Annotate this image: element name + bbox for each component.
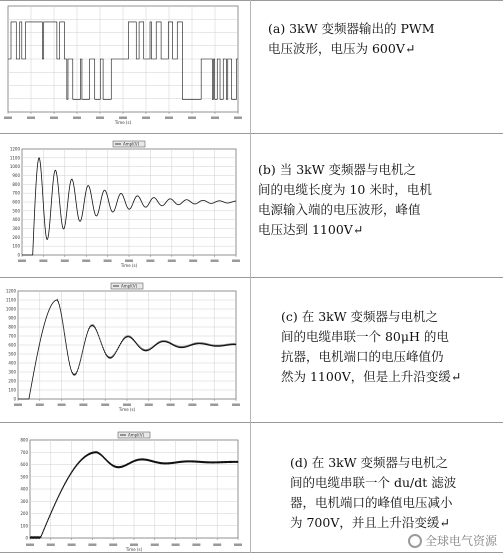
chart-a xyxy=(0,0,250,133)
y-tick-label: 1000 xyxy=(5,306,16,312)
legend-label: Ampl(V) xyxy=(128,432,145,438)
watermark xyxy=(408,532,497,549)
caption-line: 然为 1100V，但是上升沿变缓↵ xyxy=(281,369,462,384)
x-tick-label-mark xyxy=(142,117,150,120)
watermark-logo-icon xyxy=(408,534,422,548)
legend-label: Ampl(V) xyxy=(121,283,138,289)
chart-panel-c xyxy=(0,277,250,422)
chart-panel-a xyxy=(0,0,250,133)
y-tick-label: 700 xyxy=(8,333,16,339)
x-tick-label-mark xyxy=(73,117,81,120)
chart-panel-d xyxy=(0,422,250,552)
caption-line: 电压波形，电压为 600V↵ xyxy=(268,41,416,56)
caption-line: (b) 当 3kW 变频器与电机之 xyxy=(258,162,417,177)
y-tick-label: 200 xyxy=(8,378,16,384)
y-tick-label: 500 xyxy=(12,208,20,214)
chart-d xyxy=(0,422,250,552)
x-tick-label-mark xyxy=(168,260,176,263)
x-tick-label-mark xyxy=(39,260,47,263)
caption-line: 间的电缆串联一个 du/dt 滤波 xyxy=(290,475,457,490)
y-tick-label: 400 xyxy=(20,486,28,492)
y-tick-label: 0 xyxy=(17,252,20,258)
caption-line: (a) 3kW 变频器输出的 PWM xyxy=(268,21,435,36)
caption-d xyxy=(290,453,456,533)
x-tick-label-mark xyxy=(189,260,197,263)
caption-line: 间的电缆长度为 10 米时，电机 xyxy=(258,182,432,197)
x-tick-label-mark xyxy=(145,404,153,407)
y-tick-label: 600 xyxy=(12,199,20,205)
x-tick-label-mark xyxy=(232,260,240,263)
caption-a xyxy=(268,19,435,59)
x-axis-label: Time (s) xyxy=(125,547,143,552)
y-tick-label: 400 xyxy=(12,217,20,223)
y-tick-label: 100 xyxy=(20,523,28,529)
x-tick-label-mark xyxy=(68,544,76,547)
y-tick-label: 0 xyxy=(25,535,28,541)
y-tick-label: 1100 xyxy=(5,297,16,303)
y-tick-label: 900 xyxy=(8,315,16,321)
x-tick-label-mark xyxy=(26,544,34,547)
x-tick-label-mark xyxy=(79,404,87,407)
x-tick-label-mark xyxy=(165,117,173,120)
y-tick-label: 700 xyxy=(12,190,20,196)
caption-line: 间的电缆串联一个 80μH 的电 xyxy=(281,329,449,344)
x-tick-label-mark xyxy=(125,260,133,263)
x-tick-label-mark xyxy=(167,404,175,407)
x-tick-label-mark xyxy=(119,117,127,120)
x-tick-label-mark xyxy=(234,544,242,547)
chart-c xyxy=(0,277,250,422)
y-tick-label: 500 xyxy=(8,351,16,357)
x-axis-label: Time (s) xyxy=(118,407,136,412)
caption-line: (d) 在 3kW 变频器与电机之 xyxy=(290,455,449,470)
y-tick-label: 300 xyxy=(8,369,16,375)
x-tick-label-mark xyxy=(50,117,58,120)
x-axis-label: Time (s) xyxy=(114,120,132,125)
x-tick-label-mark xyxy=(188,117,196,120)
y-tick-label: 100 xyxy=(12,243,20,249)
x-axis-label: Time (s) xyxy=(120,263,138,268)
x-tick-label-mark xyxy=(47,544,55,547)
x-tick-label-mark xyxy=(18,260,26,263)
x-tick-label-mark xyxy=(123,404,131,407)
x-tick-label-mark xyxy=(188,404,196,407)
column-divider xyxy=(250,0,251,553)
x-tick-label-mark xyxy=(58,404,66,407)
caption-line: 为 700V，并且上升沿变缓↵ xyxy=(290,515,450,530)
x-tick-label-mark xyxy=(4,117,12,120)
x-tick-label-mark xyxy=(151,544,159,547)
y-tick-label: 800 xyxy=(12,181,20,187)
x-tick-label-mark xyxy=(192,544,200,547)
x-tick-label-mark xyxy=(96,117,104,120)
x-tick-label-mark xyxy=(234,117,242,120)
y-tick-label: 600 xyxy=(20,462,28,467)
x-tick-label-mark xyxy=(88,544,96,547)
x-tick-label-mark xyxy=(172,544,180,547)
y-tick-label: 300 xyxy=(12,226,20,231)
y-tick-label: 800 xyxy=(20,437,28,443)
x-tick-label-mark xyxy=(211,117,219,120)
caption-line: 抗器，电机端口的电压峰值仍 xyxy=(281,349,444,364)
x-tick-label-mark xyxy=(146,260,154,263)
caption-line: 器，电机端口的峰值电压减小 xyxy=(290,495,453,510)
x-tick-label-mark xyxy=(82,260,90,263)
x-tick-label-mark xyxy=(109,544,117,547)
y-tick-label: 0 xyxy=(13,396,16,402)
y-tick-label: 300 xyxy=(20,498,28,504)
y-tick-label: 600 xyxy=(8,342,16,348)
y-tick-label: 500 xyxy=(20,474,28,480)
x-tick-label-mark xyxy=(210,404,218,407)
y-tick-label: 1000 xyxy=(9,164,20,170)
y-tick-label: 1200 xyxy=(5,288,16,294)
y-tick-label: 1200 xyxy=(9,146,20,152)
caption-line: 电源输入端的电压波形，峰值 xyxy=(258,202,421,217)
x-tick-label-mark xyxy=(101,404,109,407)
chart-b xyxy=(0,133,250,277)
y-tick-label: 200 xyxy=(20,511,28,516)
y-tick-label: 800 xyxy=(8,324,16,330)
y-tick-label: 100 xyxy=(8,387,16,393)
caption-line: 电压达到 1100V↵ xyxy=(258,222,364,237)
x-tick-label-mark xyxy=(36,404,44,407)
caption-line: (c) 在 3kW 变频器与电机之 xyxy=(281,309,439,324)
caption-b xyxy=(258,160,432,240)
y-tick-label: 1100 xyxy=(9,155,20,161)
caption-c xyxy=(281,307,461,387)
watermark-text: 全球电气资源 xyxy=(424,534,497,548)
x-tick-label-mark xyxy=(104,260,112,263)
y-tick-label: 900 xyxy=(12,173,20,178)
x-tick-label-mark xyxy=(232,404,240,407)
x-tick-label-mark xyxy=(213,544,221,547)
x-tick-label-mark xyxy=(211,260,219,263)
x-tick-label-mark xyxy=(14,404,22,407)
x-tick-label-mark xyxy=(27,117,35,120)
legend-label: Ampl(V) xyxy=(123,141,140,147)
y-tick-label: 200 xyxy=(12,234,20,240)
x-tick-label-mark xyxy=(61,260,69,263)
x-tick-label-mark xyxy=(130,544,138,547)
y-tick-label: 700 xyxy=(20,449,28,455)
chart-panel-b xyxy=(0,133,250,277)
y-tick-label: 400 xyxy=(8,360,16,366)
